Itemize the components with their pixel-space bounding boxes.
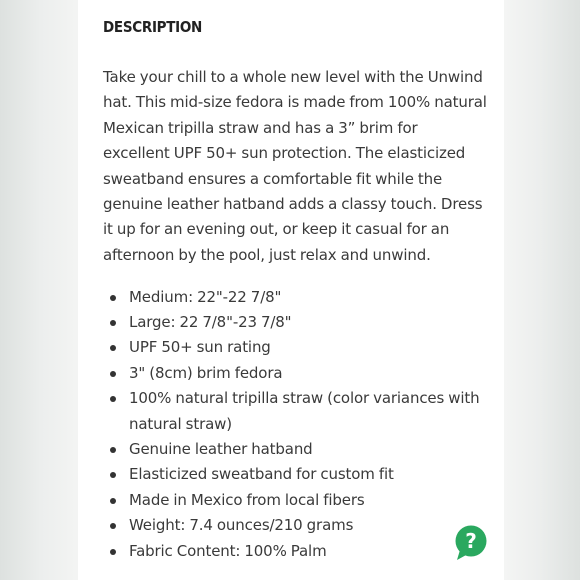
question-bubble-icon [454, 525, 488, 561]
description-paragraph: Take your chill to a whole new level with the Unwind hat. This mid-size fedora is made from 100% natural Mexican tripilla straw and has a 3” brim for excellent UPF 50+ sun protection. The elasticized sweatband ensures a comfortable fit while the genuine leather hatband adds a classy touch. Dress it up for an evening out, or keep it casual for an afternoon by the pool, just relax and unwind. [103, 68, 487, 264]
bullet-icon [110, 320, 116, 326]
feature-text: Fabric Content: 100% Palm [129, 541, 327, 560]
bullet-icon [110, 295, 116, 301]
feature-text: 3" (8cm) brim fedora [129, 363, 283, 382]
feature-item [103, 361, 488, 386]
bullet-icon [110, 472, 116, 478]
help-button[interactable] [454, 525, 488, 561]
bullet-icon [110, 549, 116, 555]
feature-text: 100% natural tripilla straw (color variances with natural straw) [129, 389, 480, 433]
feature-text: Large: 22 7/8"-23 7/8" [129, 312, 292, 331]
feature-item [103, 462, 488, 487]
feature-item [103, 285, 488, 310]
bullet-icon [110, 447, 116, 453]
feature-text: Medium: 22"-22 7/8" [129, 287, 282, 306]
feature-item [103, 335, 488, 360]
description-heading: DESCRIPTION [103, 18, 203, 36]
feature-text: Elasticized sweatband for custom fit [129, 465, 394, 484]
svg-text:?: ? [465, 529, 477, 553]
bullet-icon [110, 371, 116, 377]
feature-item [103, 386, 488, 437]
feature-item [103, 488, 488, 513]
feature-text: UPF 50+ sun rating [129, 338, 271, 357]
feature-item [103, 310, 488, 335]
feature-text: Genuine leather hatband [129, 439, 313, 458]
feature-text: Made in Mexico from local fibers [129, 490, 365, 509]
bullet-icon [110, 396, 116, 402]
bullet-icon [110, 345, 116, 351]
bullet-icon [110, 498, 116, 504]
bullet-icon [110, 523, 116, 529]
feature-item [103, 539, 488, 564]
feature-list [103, 285, 488, 564]
feature-text: Weight: 7.4 ounces/210 grams [129, 516, 354, 535]
description-panel [78, 0, 504, 580]
feature-item [103, 513, 488, 538]
feature-item [103, 437, 488, 462]
